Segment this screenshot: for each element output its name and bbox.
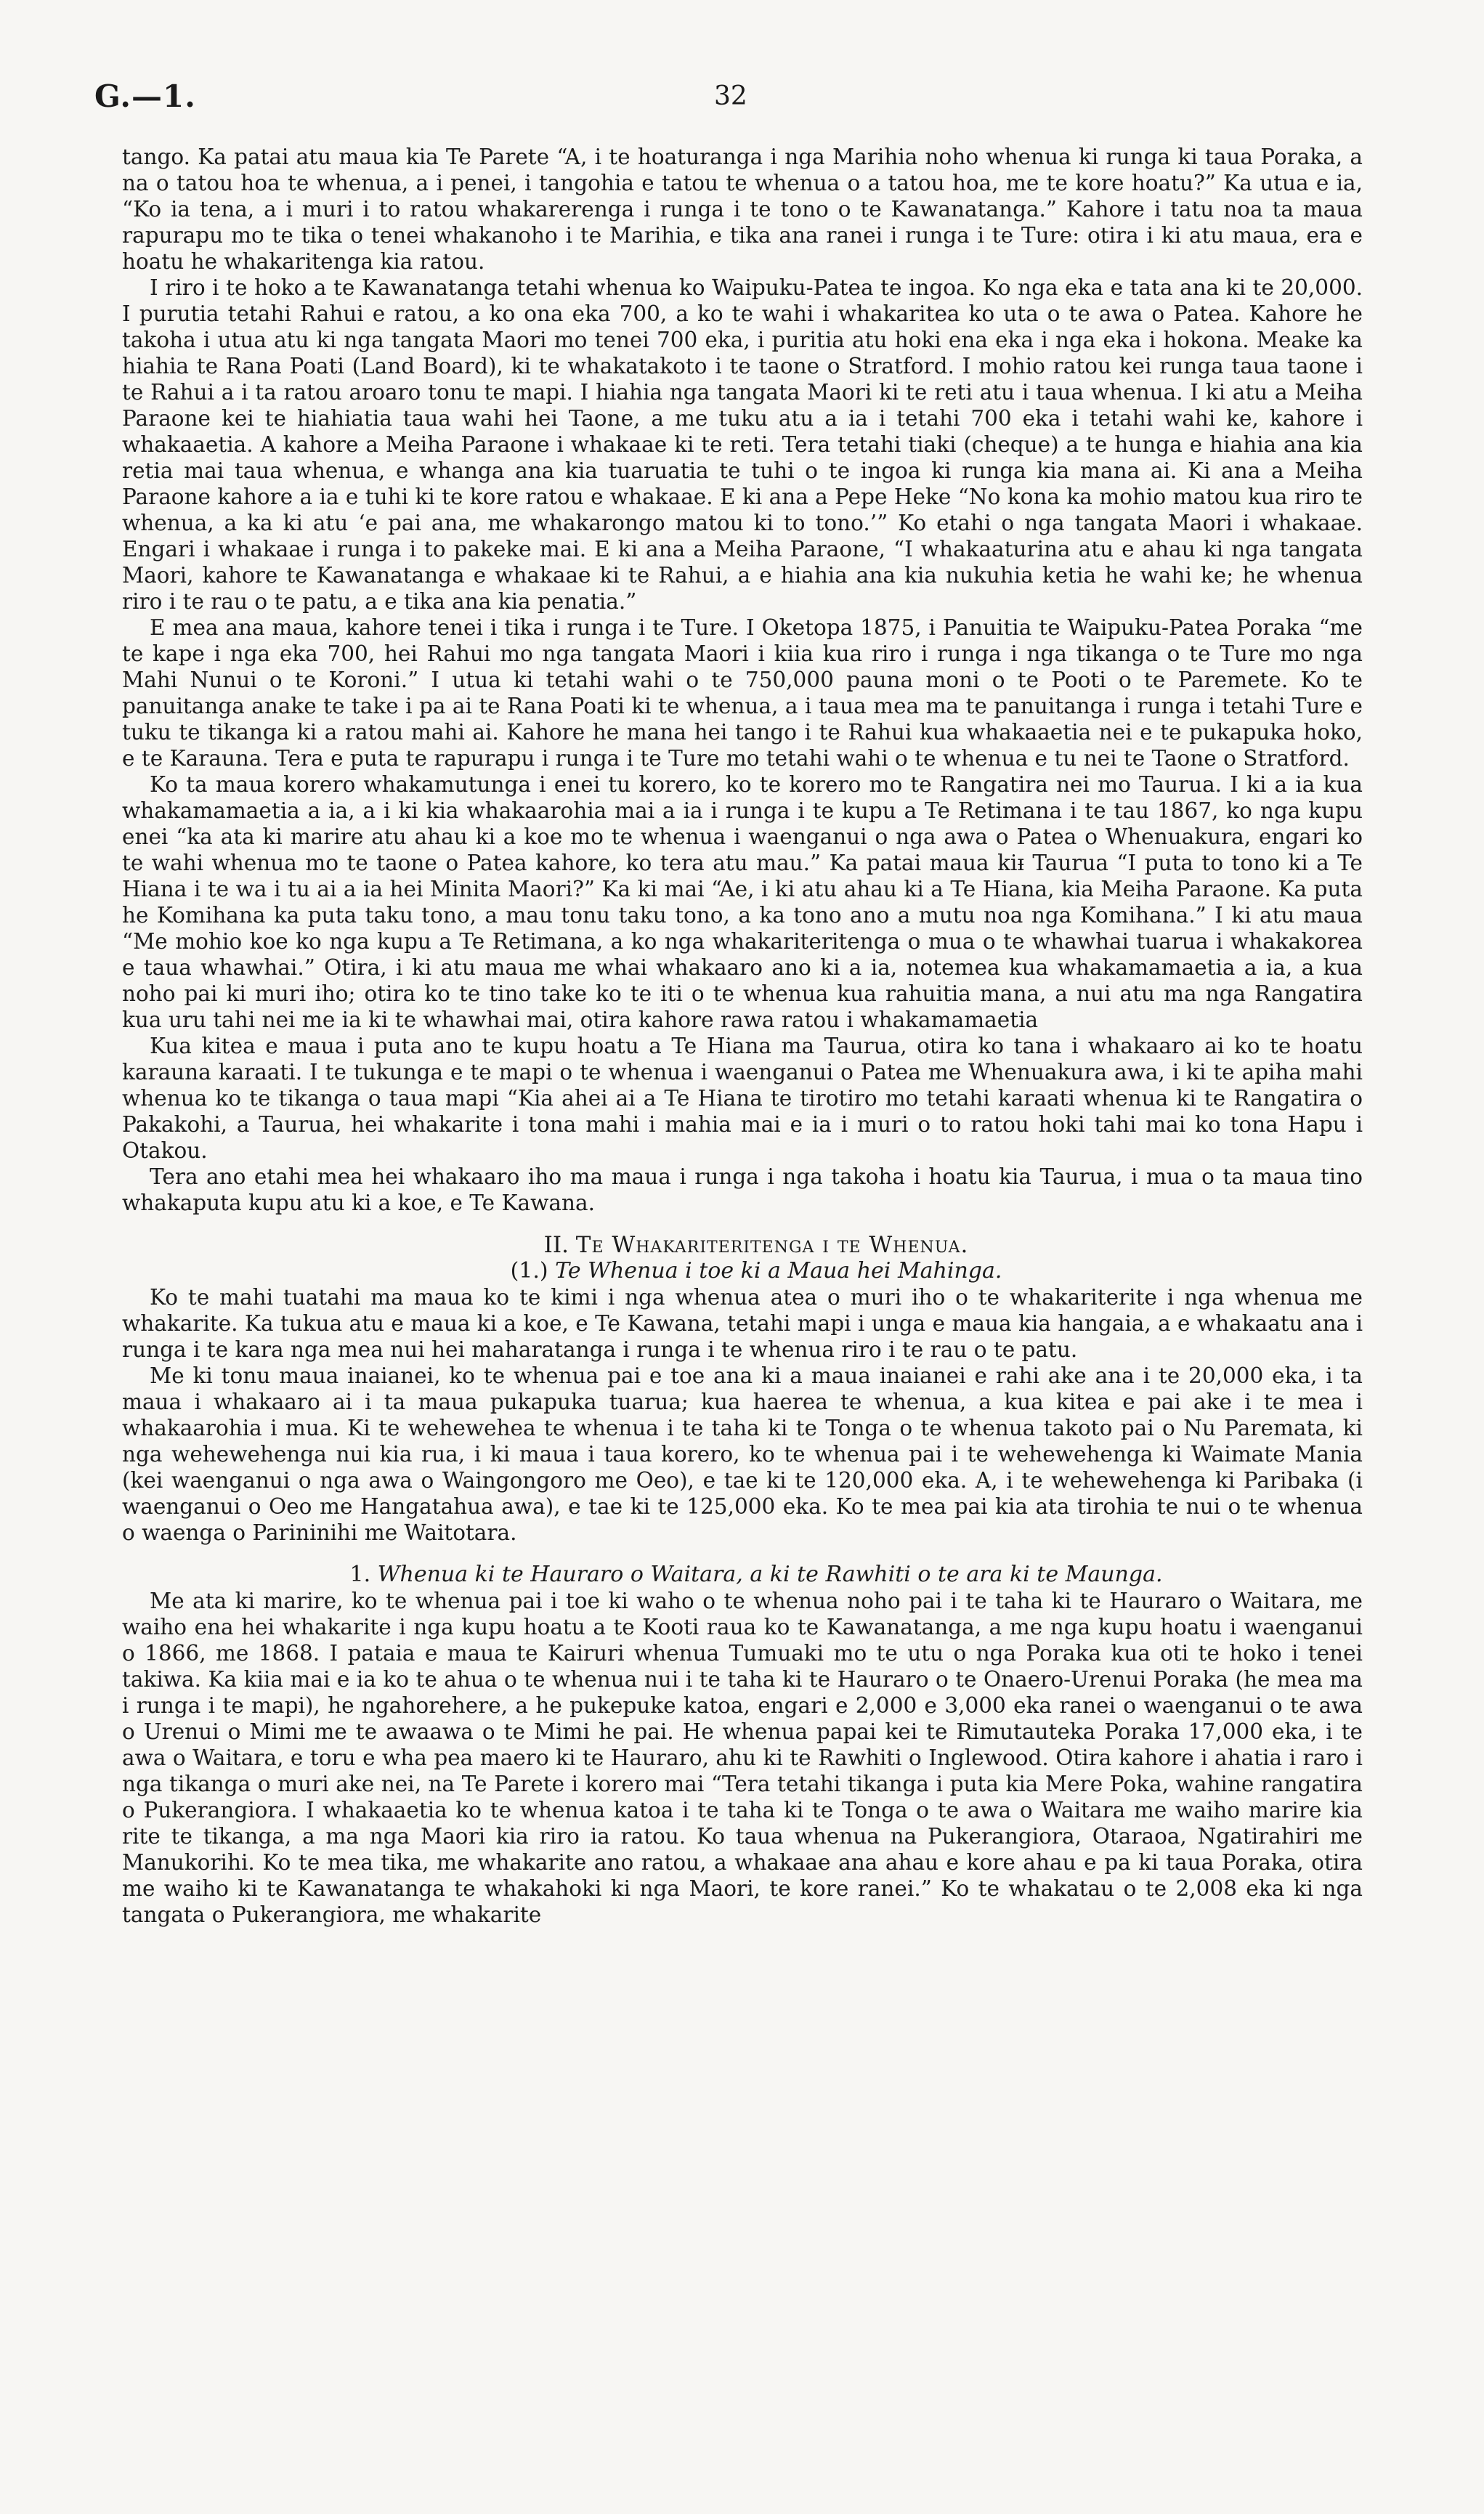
section-heading-text: Te Whakariteritenga i te Whenua. (575, 1232, 969, 1258)
paragraph: tango. Ka patai atu maua kia Te Parete “A, i te hoaturanga i nga Marihia noho whenua ki runga ki taua Poraka, a na o tatou hoa te whenua, a i penei, i tangohia e tatou te whenua o a tatou hoa, me te kore hoatu?” Ka utua e ia, “Ko ia tena, a i muri i to ratou whakarerenga i runga i te tono o te Kawanatanga.” Kahore i tatu noa ta maua rapurapu mo te tika o tenei whakanoho i te Marihia, e tika ana ranei i runga i te Ture: otira i ki atu maua, era e hoatu he whakaritenga kia ratou. (122, 145, 1363, 274)
paragraph: Me ata ki marire, ko te whenua pai i toe ki waho o te whenua noho pai i te taha ki te Hauraro o Waitara, me waiho ena hei whakarite i nga kupu hoatu a te Kooti raua ko te Kawanatanga, a me nga kupu hoatu i waenganui o 1866, me 1868. I pataia e maua te Kairuri whenua Tumuaki mo te utu o nga Poraka kua oti te hoko i tenei takiwa. Ka kiia mai e ia ko te ahua o te whenua nui i te taha ki te Hauraro o te Onaero-Urenui Poraka (he mea ma i runga i te mapi), he ngahorehere, a he pukepuke katoa, engari e 2,000 e 3,000 eka ranei o waenganui o te awa o Urenui o Mimi me te awaawa o te Mimi he pai. He whenua papai kei te Rimutauteka Poraka 17,000 eka, i te awa o Waitara, e toru e wha pea maero ki te Hauraro, ahu ki te Rawhiti o Inglewood. Otira kahore i ahatia i raro i nga tikanga o muri ake nei, na Te Parete i korero mai “Tera tetahi tikanga i puta kia Mere Poka, wahine rangatira o Pukerangiora. I whakaaetia ko te whenua katoa i te taha ki te Tonga o te awa o Waitara me waiho marire kia rite te tikanga, a ma nga Maori kia riro ia ratou. Ko taua whenua na Pukerangiora, Otaraoa, Ngatirahiri me Manukorihi. Ko te mea tika, me whakarite ano ratou, a whakaae ana ahau e kore ahau e pa ki taua Poraka, otira me waiho ki te Kawanatanga te whakahoki ki nga Maori, te kore ranei.” Ko te whakatau o te 2,008 eka ki nga tangata o Pukerangiora, me whakarite (122, 1589, 1363, 1927)
subsection-number: (1.) (510, 1258, 548, 1284)
page-number: 32 (714, 81, 747, 111)
paragraph: I riro i te hoko a te Kawanatanga tetahi whenua ko Waipuku-Patea te ingoa. Ko nga eka e tata ana ki te 20,000. I purutia tetahi Rahui e ratou, a ko ona eka 700, a ko te wahi i whakaritea ko uta o te awa o Patea. Kahore he takoha i utua atu ki nga tangata Maori mo tenei 700 eka, i puritia atu hoki ena eka i nga eka i hokona. Meake ka hiahia te Rana Poati (Land Board), ki te whakatakoto i te taone o Stratford. I mohio ratou kei runga taua taone i te Rahui a i ta ratou aroaro tonu te mapi. I hiahia nga tangata Maori ki te reti atu i taua whenua. I ki atu a Meiha Paraone kei te hiahiatia taua wahi hei Taone, a me tuku atu a ia i tetahi 700 eka i tetahi wahi ke, kahore i whakaaetia. A kahore a Meiha Paraone i whakaae ki te reti. Tera tetahi tiaki (cheque) a te hunga e hiahia ana kia retia mai taua whenua, e whanga ana kia tuaruatia te tuhi o te ingoa ki runga kia mana ai. Ki ana a Meiha Paraone kahore a ia e tuhi ki te kore ratou e whakaae. E ki ana a Pepe Heke “No kona ka mohio matou kua riro te whenua, a ka ki atu ‘e pai ana, me whakarongo matou ki to tono.’” Ko etahi o nga tangata Maori i whakaae. Engari i whakaae i runga i to pakeke mai. E ki ana a Meiha Paraone, “I whakaaturina atu e ahau ki nga tangata Maori, kahore te Kawanatanga e whakaae ki te Rahui, a e hiahia ana kia nukuhia ketia he wahi ke; he whenua riro i te rau o te patu, a e tika ana kia penatia.” (122, 275, 1363, 614)
document-reference: G.—1. (94, 78, 196, 114)
paragraph: E mea ana maua, kahore tenei i tika i runga i te Ture. I Oketopa 1875, i Panuitia te Waipuku-Patea Poraka “me te kape i nga eka 700, hei Rahui mo nga tangata Maori i kiia kua riro i runga i nga tikanga o te Ture mo nga Mahi Nunui o te Koroni.” I utua ki tetahi wahi o te 750,000 pauna moni o te Pooti o te Paremete. Ko te panuitanga anake te take i pa ai te Rana Poati ki te whenua, a i taua mea ma te panuitanga i runga i tetahi Ture e tuku te tikanga ki a ratou mahi ai. Kahore he mana hei tango i te Rahui kua whakaaetia nei e te pukapuka hoko, e te Karauna. Tera e puta te rapurapu i runga i te Ture mo tetahi wahi o te whenua e tu nei te Taone o Stratford. (122, 615, 1363, 771)
subsection-title: Te Whenua i toe ki a Maua hei Mahinga. (555, 1258, 1002, 1284)
paragraph: Kua kitea e maua i puta ano te kupu hoatu a Te Hiana ma Taurua, otira ko tana i whakaaro ai ko te hoatu karauna karaati. I te tukunga e te mapi o te whenua i waenganui o Patea me Whenuakura awa, i ki te apiha mahi whenua ko te tikanga o taua mapi “Kia ahei ai a Te Hiana te tirotiro mo tetahi karaati whenua ki te Rangatira o Pakakohi, a Taurua, hei whakarite i tona mahi i mahia mai e ia i muri o to ratou hoki tahi mai ko tona Hapu i Otakou. (122, 1034, 1363, 1163)
section-heading-number: II. (543, 1232, 569, 1258)
paragraph: Ko te mahi tuatahi ma maua ko te kimi i nga whenua atea o muri iho o te whakariterite i nga whenua me whakarite. Ka tukua atu e maua ki a koe, e Te Kawana, tetahi mapi i unga e maua kia hangaia, a e whakaatu ana i runga i te kara nga mea nui hei maharatanga i runga i te whenua riro i te rau o te patu. (122, 1285, 1363, 1362)
subsection-number: 1. (349, 1562, 371, 1587)
paragraph: Me ki tonu maua inaianei, ko te whenua pai e toe ana ki a maua inaianei e rahi ake ana i te 20,000 eka, i ta maua i whakaaro ai i ta maua pukapuka tuarua; kua haerea te whenua, a kua kitea e pai ake i te mea i whakaarohia i mua. Ki te wehewehea te whenua i te taha ki te Tonga o te whenua takoto pai o Nu Paremata, ki nga wehewehenga nui kia rua, i ki maua i taua korero, ko te whenua pai i te wehewehenga ki Waimate Mania (kei waenganui o nga awa o Waingongoro me Oeo), e tae ki te 120,000 eka. A, i te wehewehenga ki Paribaka (i waenganui o Oeo me Hangatahua awa), e tae ki te 125,000 eka. Ko te mea pai kia ata tirohia te nui o te whenua o waenga o Parininihi me Waitotara. (122, 1363, 1363, 1545)
subsection-heading (122, 1258, 1363, 1284)
section-heading (122, 1232, 1363, 1258)
paragraph: Tera ano etahi mea hei whakaaro iho ma maua i runga i nga takoha i hoatu kia Taurua, i mua o ta maua tino whakaputa kupu atu ki a koe, e Te Kawana. (122, 1164, 1363, 1215)
document-body (122, 144, 1363, 1928)
subsection-heading (122, 1562, 1363, 1588)
paragraph: Ko ta maua korero whakamutunga i enei tu korero, ko te korero mo te Rangatira nei mo Taurua. I ki a ia kua whakamamaetia a ia, a i ki kia whakaarohia mai a ia i runga i te kupu a Te Retimana i te tau 1867, ko nga kupu enei “ka ata ki marire atu ahau ki a koe mo te whenua i waenganui o nga awa o Patea o Whenuakura, engari ko te wahi whenua mo te taone o Patea kahore, ko tera atu mau.” Ka patai maua kiᵻ Taurua “I puta to tono ki a Te Hiana i te wa i tu ai a ia hei Minita Maori?” Ka ki mai “Ae, i ki atu ahau ki a Te Hiana, kia Meiha Paraone. Ka puta he Komihana ka puta taku tono, a mau tonu taku tono, a ka tono ano a mutu noa nga Komihana.” I ki atu maua “Me mohio koe ko nga kupu a Te Retimana, a ko nga whakariteritenga o mua o te whawhai tuarua i whakakorea e taua whawhai.” Otira, i ki atu maua me whai whakaaro ano ki a ia, notemea kua whakamamaetia a ia, a kua noho pai ki muri iho; otira ko te tino take ko te iti o te whenua kua rahuitia mana, a nui atu ma nga Rangatira kua uru tahi nei me ia ki te whawhai mai, otira kahore rawa ratou i whakamamaetia (122, 772, 1363, 1032)
subsection-title: Whenua ki te Hauraro o Waitara, a ki te Rawhiti o te ara ki te Maunga. (377, 1562, 1163, 1587)
